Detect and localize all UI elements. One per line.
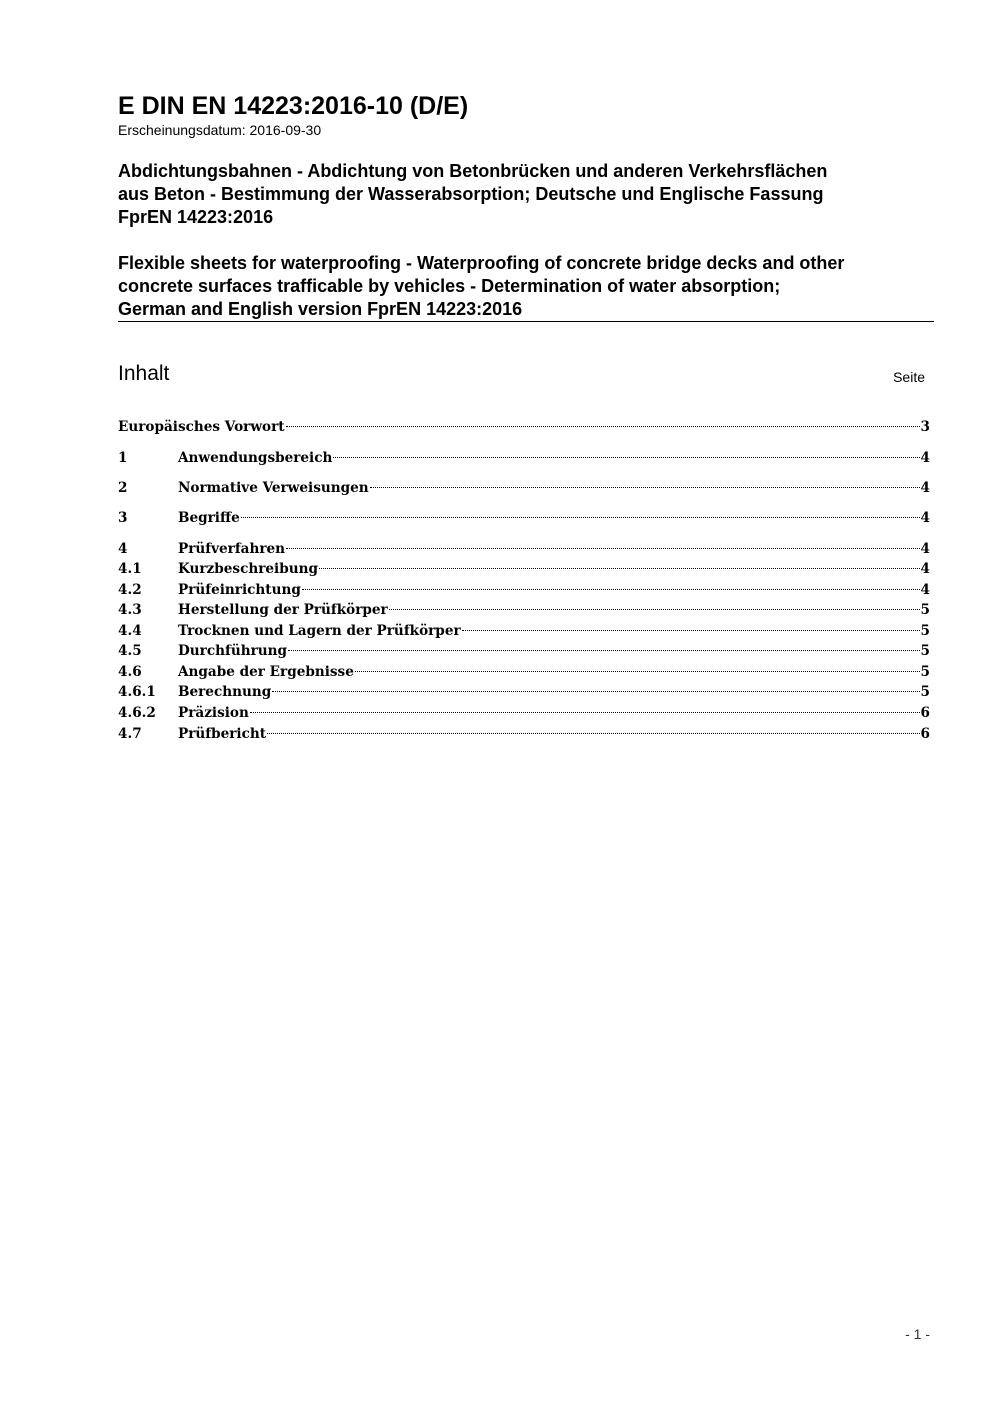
- toc-entry-number: 4.7: [118, 726, 142, 742]
- title-english-line: concrete surfaces trafficable by vehicles - Determination of water absorption;: [118, 276, 781, 296]
- toc-entry-number: 4.6: [118, 664, 142, 680]
- toc-entry-text: Prüfbericht: [178, 726, 267, 742]
- toc-entry-page: 4: [920, 582, 930, 598]
- toc-dot-leader: [333, 457, 919, 458]
- toc-dot-leader: [462, 630, 920, 631]
- title-german-line: aus Beton - Bestimmung der Wasserabsorption; Deutsche und Englische Fassung: [118, 184, 824, 204]
- title-german: [118, 160, 948, 229]
- toc-entry-4-6[interactable]: [118, 663, 930, 681]
- toc-dot-leader: [286, 426, 920, 427]
- toc-entry-4[interactable]: [118, 540, 930, 558]
- toc-entry-text: Normative Verweisungen: [178, 480, 369, 496]
- toc-entry-number: 2: [118, 480, 128, 496]
- toc-entry-page: 5: [920, 643, 930, 659]
- toc-entry-1[interactable]: [118, 449, 930, 467]
- toc-entry-text: Durchführung: [178, 643, 288, 659]
- issue-date: Erscheinungsdatum: 2016-09-30: [118, 122, 322, 138]
- document-number: E DIN EN 14223:2016-10 (D/E): [118, 92, 469, 120]
- toc-dot-leader: [250, 712, 920, 713]
- toc-entry-2[interactable]: [118, 479, 930, 497]
- toc-heading: Inhalt: [118, 362, 170, 385]
- toc-entry-4-5[interactable]: [118, 642, 930, 660]
- toc-entry-number: 4.6.2: [118, 705, 156, 721]
- toc-entry-text: Begriffe: [178, 510, 240, 526]
- toc-entry-text: Europäisches Vorwort: [118, 419, 285, 435]
- toc-entry-page: 4: [920, 541, 930, 557]
- toc-entry-number: 4: [118, 541, 128, 557]
- title-english-line: Flexible sheets for waterproofing - Waterproofing of concrete bridge decks and other: [118, 253, 845, 273]
- toc-entry-text: Trocknen und Lagern der Prüfkörper: [178, 623, 461, 639]
- toc-entry-number: 4.2: [118, 582, 142, 598]
- toc-entry-text: Angabe der Ergebnisse: [178, 664, 354, 680]
- title-english: [118, 252, 948, 321]
- toc-entry-number: 4.4: [118, 623, 142, 639]
- toc-entry-page: 6: [920, 726, 930, 742]
- title-english-line: German and English version FprEN 14223:2016: [118, 299, 523, 319]
- toc-entry-4-4[interactable]: [118, 622, 930, 640]
- toc-dot-leader: [319, 568, 920, 569]
- toc-entry-3[interactable]: [118, 509, 930, 527]
- title-divider: [118, 321, 934, 322]
- toc-entry-number: 3: [118, 510, 128, 526]
- page-number: - 1 -: [905, 1326, 930, 1342]
- toc-entry-page: 4: [920, 510, 930, 526]
- toc-page-column-label: Seite: [893, 369, 925, 385]
- toc-entry-4-7[interactable]: [118, 725, 930, 743]
- toc-entry-4-3[interactable]: [118, 601, 930, 619]
- toc-entry-4-2[interactable]: [118, 581, 930, 599]
- toc-dot-leader: [241, 517, 920, 518]
- toc-dot-leader: [302, 589, 920, 590]
- toc-entry-page: 5: [920, 664, 930, 680]
- toc-entry-text: Herstellung der Prüfkörper: [178, 602, 388, 618]
- toc-dot-leader: [355, 671, 920, 672]
- toc-entry-page: 5: [920, 684, 930, 700]
- toc-entry-number: 4.5: [118, 643, 142, 659]
- toc-entry-text: Anwendungsbereich: [178, 450, 333, 466]
- toc-entry-text: Berechnung: [178, 684, 272, 700]
- toc-entry-number: 4.6.1: [118, 684, 156, 700]
- toc-entry-text: Prüfverfahren: [178, 541, 286, 557]
- toc-entry-page: 3: [920, 419, 930, 435]
- toc-entry-foreword[interactable]: [118, 418, 930, 436]
- title-german-line: FprEN 14223:2016: [118, 207, 274, 227]
- toc-entry-page: 4: [920, 480, 930, 496]
- toc-entry-number: 4.3: [118, 602, 142, 618]
- toc-entry-page: 5: [920, 623, 930, 639]
- toc-dot-leader: [267, 733, 919, 734]
- toc-dot-leader: [286, 548, 919, 549]
- toc-entry-number: 1: [118, 450, 128, 466]
- toc-entry-4-6-1[interactable]: [118, 683, 930, 701]
- toc-entry-text: Prüfeinrichtung: [178, 582, 301, 598]
- toc-dot-leader: [288, 650, 919, 651]
- toc-entry-number: 4.1: [118, 561, 142, 577]
- toc-entry-page: 4: [920, 450, 930, 466]
- toc-entry-page: 4: [920, 561, 930, 577]
- toc-entry-page: 6: [920, 705, 930, 721]
- toc-dot-leader: [370, 487, 920, 488]
- title-german-line: Abdichtungsbahnen - Abdichtung von Betonbrücken und anderen Verkehrsflächen: [118, 161, 828, 181]
- toc-entry-4-1[interactable]: [118, 560, 930, 578]
- toc-dot-leader: [272, 691, 919, 692]
- toc-dot-leader: [389, 609, 920, 610]
- toc-entry-page: 5: [920, 602, 930, 618]
- toc-entry-4-6-2[interactable]: [118, 704, 930, 722]
- toc-entry-text: Präzision: [178, 705, 249, 721]
- toc-entry-text: Kurzbeschreibung: [178, 561, 318, 577]
